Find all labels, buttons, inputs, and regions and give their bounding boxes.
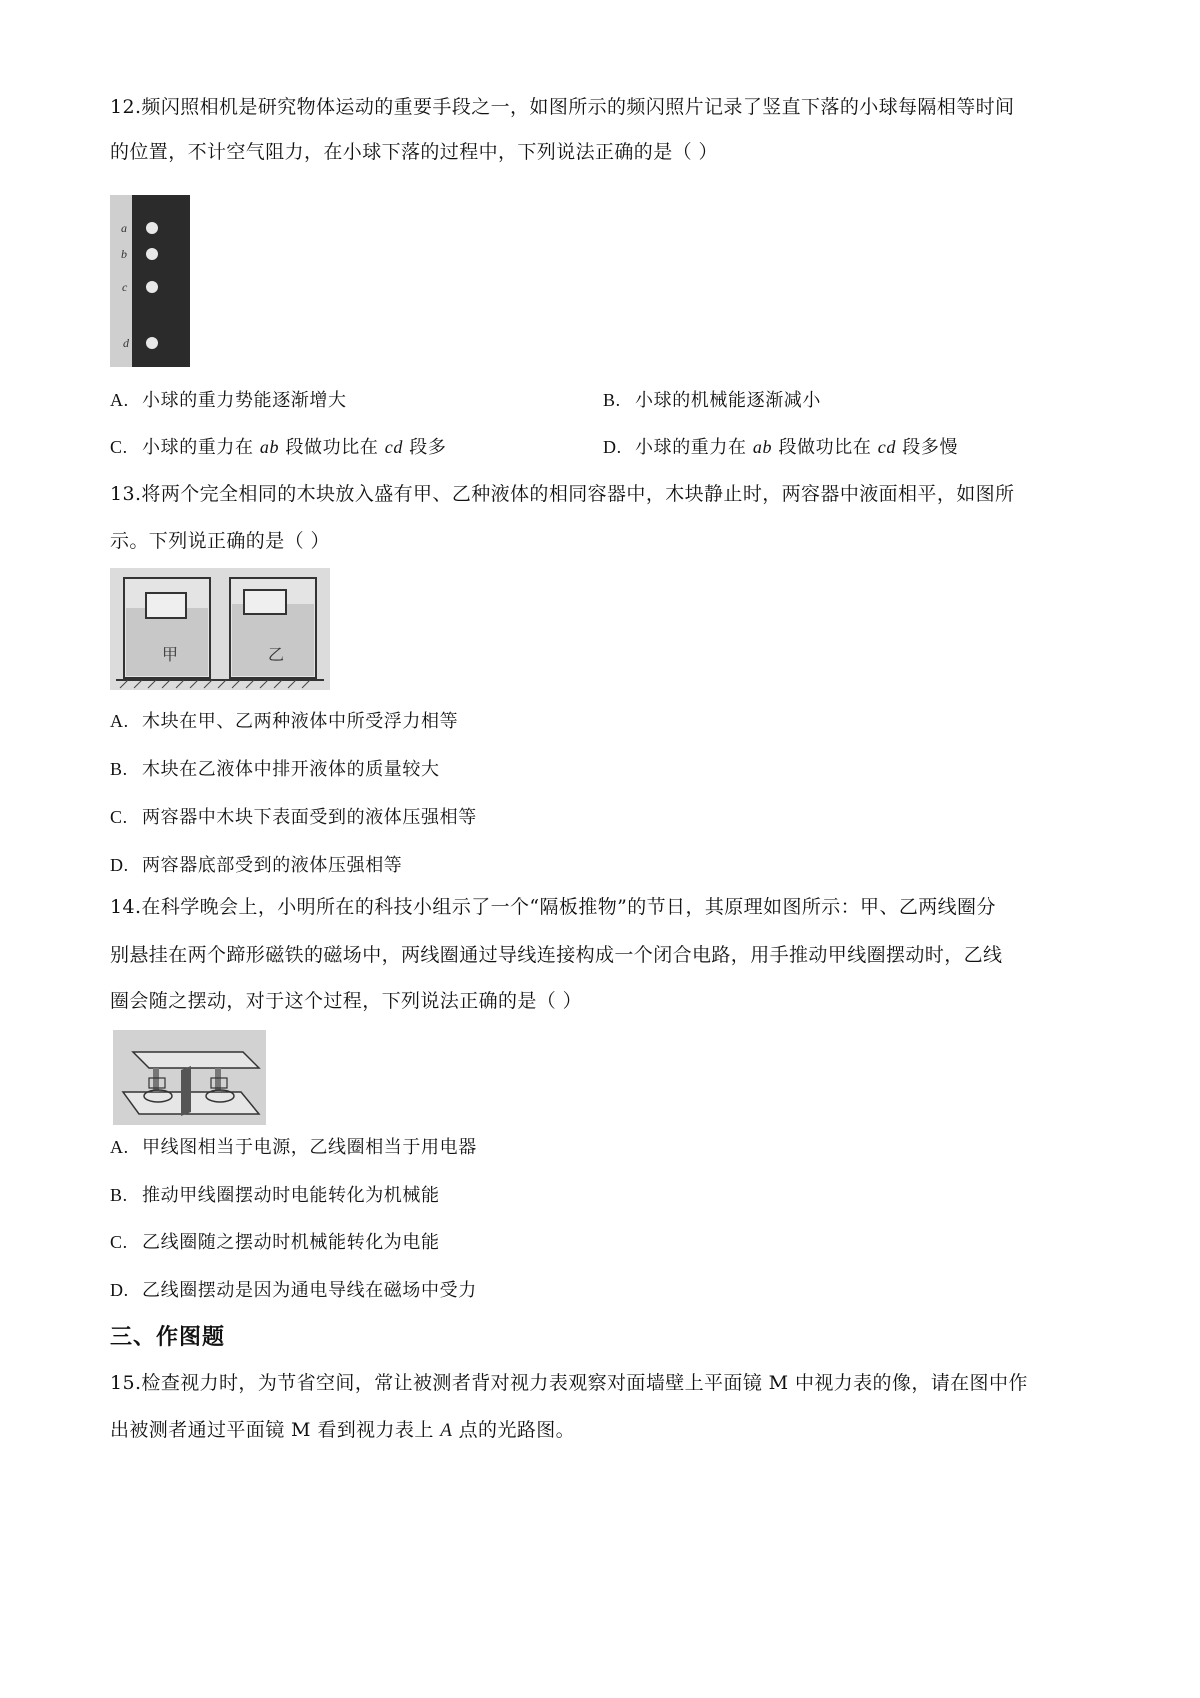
option-letter: C. <box>110 437 128 457</box>
containers-image <box>110 568 330 690</box>
q14-stem-line-1: 14.在科学晚会上，小明所在的科技小组示了一个“隔板推物”的节日，其原理如图所示：甲、乙两线圈分 <box>110 896 996 918</box>
container-label-yi: 乙 <box>268 645 285 664</box>
option-text: 小球的机械能逐渐减小 <box>635 390 821 411</box>
option-letter: D. <box>110 1280 129 1300</box>
coils-apparatus-image <box>113 1030 266 1125</box>
option-text: 两容器底部受到的液体压强相等 <box>142 855 403 876</box>
option-letter: B. <box>110 759 128 779</box>
option-text: 乙线圈摆动是因为通电导线在磁场中受力 <box>142 1280 477 1301</box>
option-letter: A. <box>110 711 129 731</box>
q12-option-b[interactable] <box>603 386 821 415</box>
option-text: 推动甲线圈摆动时电能转化为机械能 <box>142 1185 440 1206</box>
option-letter: B. <box>603 390 621 410</box>
q13-option-c[interactable] <box>110 803 477 832</box>
strobe-label-b: b <box>121 247 127 261</box>
strobe-photo-image <box>110 195 190 367</box>
q14-option-b[interactable] <box>110 1181 440 1210</box>
q13-stem-line-2: 示。下列说正确的是（ ） <box>110 530 330 552</box>
option-text: 甲线图相当于电源，乙线圈相当于用电器 <box>142 1137 477 1158</box>
q12-stem-line-1: 12.频闪照相机是研究物体运动的重要手段之一，如图所示的频闪照片记录了竖直下落的小球每隔相等时间 <box>110 96 1015 118</box>
q12-strobe-photo <box>110 195 190 367</box>
option-letter: A. <box>110 1137 129 1157</box>
option-letter: C. <box>110 1232 128 1252</box>
container-label-jia: 甲 <box>162 645 179 664</box>
option-letter: D. <box>110 855 129 875</box>
option-text: 小球的重力势能逐渐增大 <box>142 390 347 411</box>
q12-option-d[interactable]: D. 小球的重力在 ab 段做功比在 cd 段多慢 <box>603 433 958 462</box>
q14-option-c[interactable] <box>110 1228 440 1257</box>
option-letter: C. <box>110 807 128 827</box>
option-letter: D. <box>603 437 622 457</box>
q14-option-a[interactable] <box>110 1133 477 1162</box>
option-text: 两容器中木块下表面受到的液体压强相等 <box>142 807 477 828</box>
option-text: 木块在甲、乙两种液体中所受浮力相等 <box>142 711 459 732</box>
q12-option-a[interactable] <box>110 386 347 415</box>
q13-option-b[interactable] <box>110 755 440 784</box>
q14-stem-line-2: 别悬挂在两个蹄形磁铁的磁场中，两线圈通过导线连接构成一个闭合电路，用手推动甲线圈摆动时，乙线 <box>110 944 1003 966</box>
strobe-label-c: c <box>122 280 128 294</box>
section-heading-drawing: 三、作图题 <box>110 1325 226 1350</box>
q13-containers-figure <box>110 568 330 690</box>
option-letter: A. <box>110 390 129 410</box>
q15-stem-line-1: 15.检查视力时，为节省空间，常让被测者背对视力表观察对面墙壁上平面镜 M 中视力表的像，请在图中作 <box>110 1372 1028 1394</box>
option-text: 木块在乙液体中排开液体的质量较大 <box>142 759 440 780</box>
strobe-label-a: a <box>121 221 127 235</box>
q12-stem-line-2: 的位置，不计空气阻力，在小球下落的过程中，下列说法正确的是（ ） <box>110 141 718 163</box>
q13-option-a[interactable] <box>110 707 458 736</box>
option-letter: B. <box>110 1185 128 1205</box>
q14-coils-figure <box>113 1030 266 1125</box>
q13-stem-line-1: 13.将两个完全相同的木块放入盛有甲、乙种液体的相同容器中，木块静止时，两容器中液面相平，如图所 <box>110 483 1015 505</box>
q13-option-d[interactable] <box>110 851 402 880</box>
q14-stem-line-3: 圈会随之摆动，对于这个过程，下列说法正确的是（ ） <box>110 990 583 1012</box>
q15-stem-line-2: 出被测者通过平面镜 M 看到视力表上 A 点的光路图。 <box>110 1419 576 1441</box>
strobe-label-d: d <box>123 336 129 350</box>
option-text: 乙线圈随之摆动时机械能转化为电能 <box>142 1232 440 1253</box>
q12-option-c[interactable]: C. 小球的重力在 ab 段做功比在 cd 段多 <box>110 433 447 462</box>
q14-option-d[interactable] <box>110 1276 477 1305</box>
